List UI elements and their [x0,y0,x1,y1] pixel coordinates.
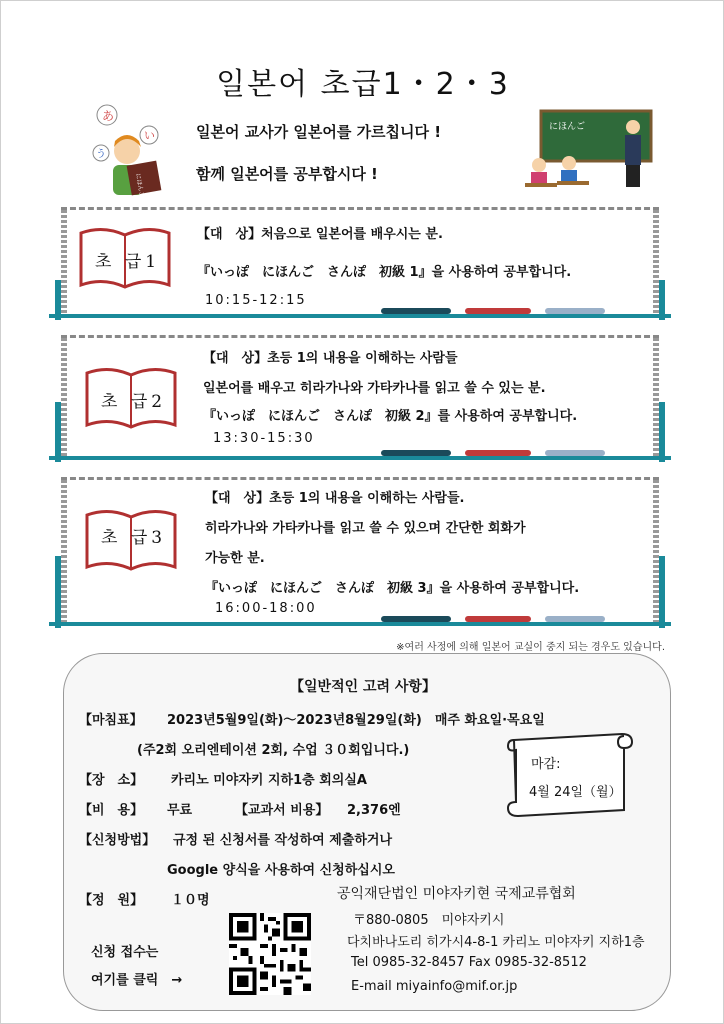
capacity-value: １０명 [171,893,210,908]
course-2-line-2: 일본어를 배우고 히라가나와 가타카나를 읽고 쓸 수 있는 분. [203,381,546,396]
course-2-line-1: 【대 상】초등 1의 내용을 이해하는 사람들 [203,351,458,366]
course-3-time: 16:00-18:00 [215,601,317,616]
intro-line-1: 일본어 교사가 일본어를 가르칩니다 ! [196,123,442,141]
qr-code[interactable] [229,913,311,995]
apply-link-line-2[interactable]: 여기를 클릭 → [91,973,183,988]
apply-link-line-1[interactable]: 신청 접수는 [91,945,159,960]
apply-sub: Google 양식을 사용하여 신청하십시오 [167,863,395,878]
bubble-u: う [96,149,106,160]
org-phone: Tel 0985-32-8457 Fax 0985-32-8512 [351,955,587,970]
schedule-sub: (주2회 오리엔테이션 2회, 수업 ３０회입니다.) [137,743,410,758]
page-title: 일본어 초급1・2・3 [216,67,510,102]
course-3-line-2: 히라가나와 가타카나를 읽고 쓸 수 있으며 간단한 회화가 [205,521,526,536]
place-value: 카리노 미야자키 지하1층 회의실A [171,773,367,788]
classroom-illustration [521,109,661,199]
org-postal: 〒880-0805 미야자키시 [353,913,505,928]
student-reading-illustration [91,101,171,201]
cost-label: 【비 용】 [79,803,144,818]
cancellation-note: ※여러 사정에 의해 일본어 교실이 중지 되는 경우도 있습니다. [396,642,665,653]
course-3-line-4: 『いっぽ にほんご さんぽ 初級 3』을 사용하여 공부합니다. [205,581,580,596]
org-name: 공익재단법인 미야자키현 국제교류협회 [337,886,576,902]
board-text: にほんご [549,122,586,132]
course-1-time: 10:15-12:15 [205,293,307,308]
textbook-label: 【교과서 비용】 [235,803,329,818]
bubble-a: あ [102,109,115,123]
apply-label: 【신청방법】 [79,833,156,848]
course-3-line-3: 가능한 분. [205,551,265,566]
course-2-time: 13:30-15:30 [213,431,315,446]
place-label: 【장 소】 [79,773,144,788]
course-2-line-3: 『いっぽ にほんご さんぽ 初級 2』를 사용하여 공부합니다. [203,409,578,424]
course-1-line-1: 【대 상】처음으로 일본어를 배우시는 분. [197,227,443,242]
apply-value: 규정 된 신청서를 작성하여 제출하거나 [173,833,393,848]
bubble-i: い [144,129,155,142]
org-address: 다치바나도리 히가시4-8-1 카리노 미야자키 지하1층 [347,935,645,950]
course-1-line-2: 『いっぽ にほんご さんぽ 初級 1』을 사용하여 공부합니다. [197,265,572,280]
deadline-label: 마감: [531,757,561,772]
org-email[interactable]: E-mail miyainfo@mif.or.jp [351,979,518,994]
course-label-3: 초 급3 [101,528,167,548]
course-label-1: 초 급1 [95,252,161,272]
cost-value: 무료 [167,803,193,818]
schedule-label: 【마침표】 [79,713,143,728]
capacity-label: 【정 원】 [79,893,144,908]
textbook-value: 2,376엔 [347,803,401,818]
schedule-value: 2023년5월9일(화)～2023년8월29일(화) 매주 화요일·목요일 [167,713,545,728]
course-label-2: 초 급2 [101,392,167,412]
course-3-line-1: 【대 상】초등 1의 내용을 이해하는 사람들. [205,491,465,506]
intro-line-2: 함께 일본어를 공부합시다 ! [196,165,378,183]
deadline-scroll-icon [506,726,636,826]
general-info-title: 【일반적인 고려 사항】 [290,679,436,695]
deadline-value: 4월 24일（월） [529,785,622,800]
kid-book-text: にほんご [134,172,146,198]
